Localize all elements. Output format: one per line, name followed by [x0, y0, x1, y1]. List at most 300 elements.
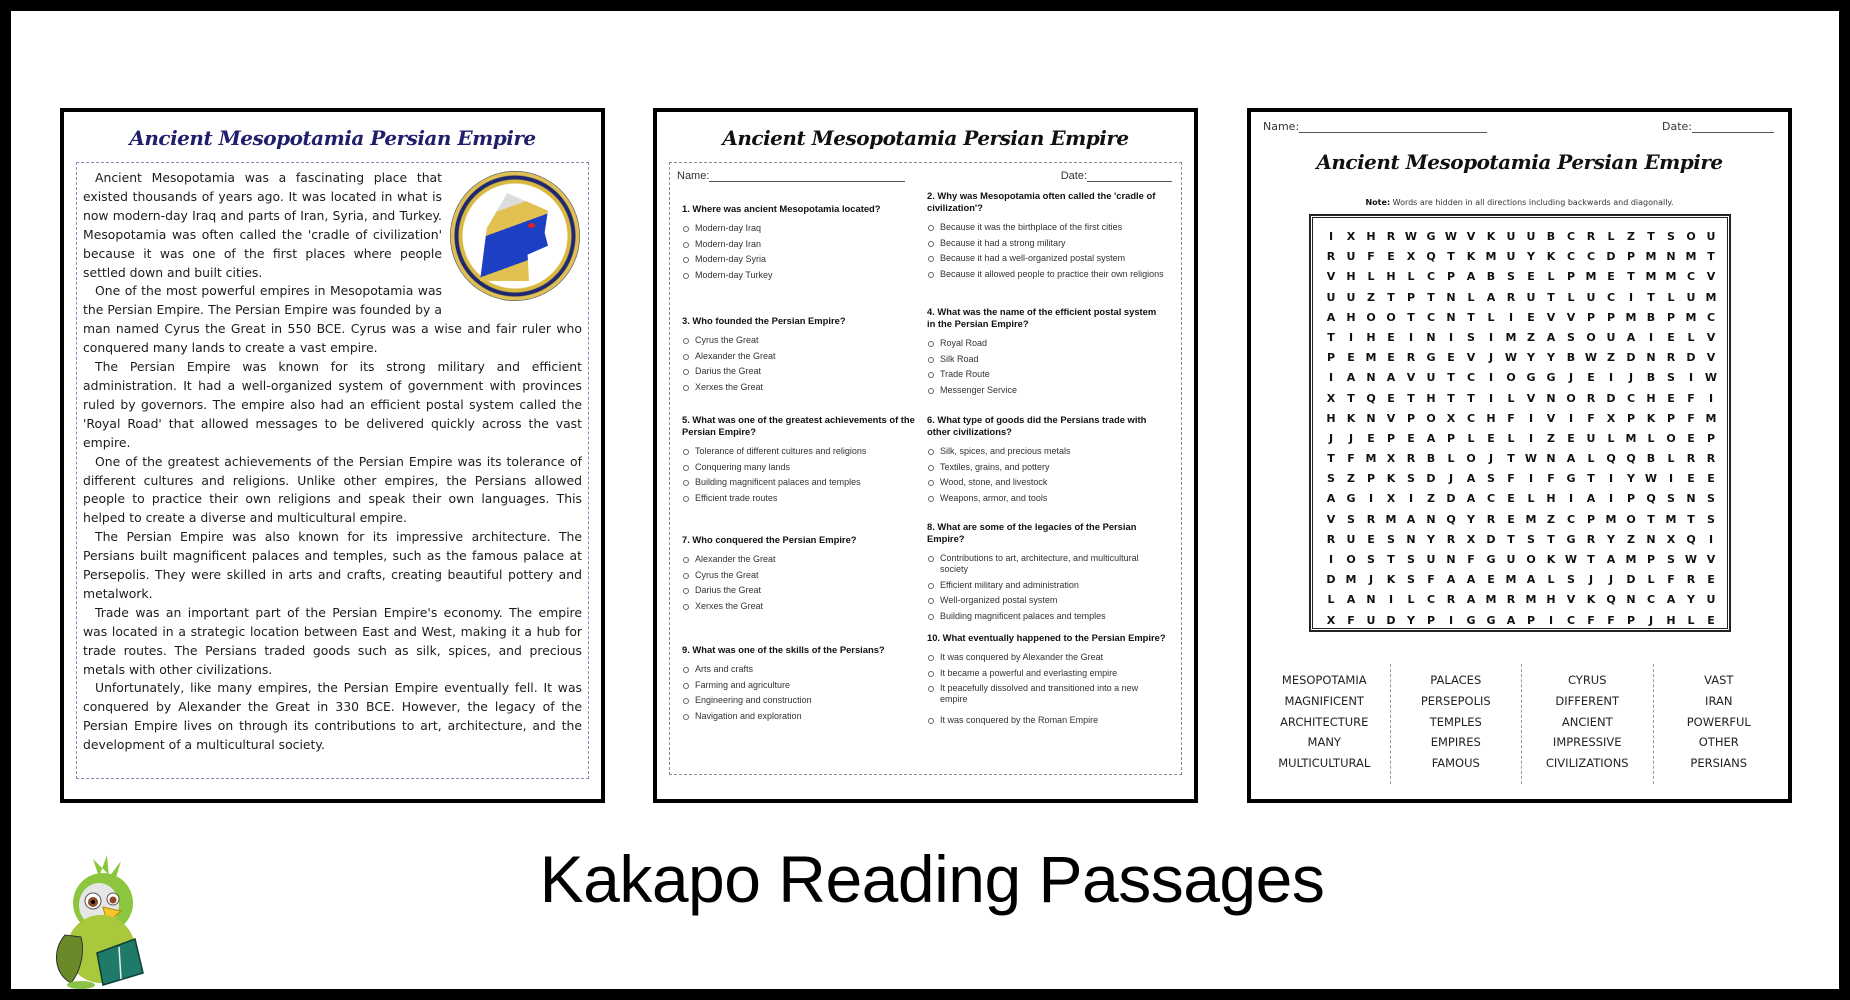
grid-letter: D: [1486, 532, 1496, 546]
answer-option: Royal Road: [927, 338, 1167, 349]
grid-letter: S: [1667, 371, 1675, 385]
grid-letter: G: [1346, 492, 1356, 506]
grid-letter: M: [1625, 431, 1637, 445]
word-item: ARCHITECTURE: [1280, 714, 1369, 729]
grid-letter: E: [1687, 431, 1695, 445]
grid-letter: K: [1486, 230, 1496, 243]
word-item: VAST: [1704, 673, 1734, 687]
grid-letter: E: [1367, 532, 1375, 546]
grid-letter: A: [1566, 452, 1576, 466]
grid-letter: M: [1705, 411, 1717, 425]
grid-letter: T: [1407, 391, 1415, 405]
grid-letter: S: [1707, 512, 1715, 526]
grid-letter: M: [1505, 330, 1517, 344]
name-label: Name:: [1263, 120, 1300, 133]
persian-pharaoh-medallion-icon: [450, 171, 580, 301]
grid-letter: I: [1448, 330, 1454, 344]
grid-letter: Y: [1527, 351, 1535, 365]
grid-letter: Q: [1446, 512, 1456, 526]
grid-letter: T: [1587, 472, 1595, 486]
grid-letter: I: [1528, 431, 1534, 445]
grid-letter: H: [1386, 270, 1396, 284]
grid-letter: T: [1467, 391, 1475, 405]
grid-letter: L: [1327, 593, 1335, 607]
answer-option: Because it allowed people to practice their own religions: [927, 269, 1167, 280]
grid-letter: M: [1365, 452, 1377, 466]
grid-letter: A: [1526, 573, 1536, 587]
grid-letter: R: [1446, 532, 1456, 546]
grid-letter: E: [1407, 431, 1415, 445]
grid-letter: O: [1466, 452, 1476, 466]
grid-letter: E: [1587, 371, 1595, 385]
grid-letter: M: [1365, 351, 1377, 365]
grid-letter: U: [1346, 532, 1356, 546]
grid-letter: L: [1367, 270, 1375, 284]
grid-letter: O: [1346, 553, 1356, 566]
passage-paragraph: Trade was an important part of the Persian Empire's economy. The empire was located in a strategic location between East and West, making it a hub for trade routes. The Persians traded goods such as silk, spices, and precious metals with other civilizations.: [83, 604, 582, 677]
grid-letter: I: [1328, 553, 1334, 566]
grid-letter: T: [1407, 310, 1415, 324]
answer-option: Arts and crafts: [682, 664, 922, 675]
word-item: IRAN: [1705, 693, 1733, 708]
grid-letter: S: [1407, 573, 1415, 587]
quiz-question: [927, 632, 1167, 731]
grid-letter: L: [1667, 290, 1675, 304]
grid-letter: H: [1666, 613, 1676, 627]
grid-letter: L: [1647, 431, 1655, 445]
word-item: MULTICULTURAL: [1278, 756, 1371, 771]
grid-letter: C: [1566, 512, 1576, 526]
grid-letter: M: [1665, 270, 1677, 284]
grid-letter: N: [1646, 532, 1656, 546]
grid-letter: N: [1426, 330, 1436, 344]
grid-letter: J: [1488, 351, 1494, 365]
grid-letter: L: [1547, 270, 1555, 284]
grid-letter: F: [1367, 250, 1375, 264]
answer-option: Wood, stone, and livestock: [927, 477, 1167, 488]
grid-letter: W: [1564, 553, 1578, 566]
brand-title: Kakapo Reading Passages: [539, 842, 1325, 916]
answer-option: Cyrus the Great: [682, 335, 922, 346]
grid-letter: D: [1386, 613, 1396, 627]
grid-letter: C: [1686, 270, 1696, 284]
grid-letter: R: [1666, 351, 1676, 365]
grid-letter: I: [1488, 391, 1494, 405]
grid-letter: L: [1567, 290, 1575, 304]
grid-letter: T: [1327, 452, 1335, 466]
grid-letter: X: [1326, 391, 1336, 405]
grid-letter: M: [1625, 553, 1637, 566]
grid-letter: P: [1446, 270, 1456, 284]
grid-letter: O: [1626, 512, 1636, 526]
grid-letter: S: [1387, 532, 1395, 546]
grid-letter: U: [1346, 290, 1356, 304]
grid-letter: U: [1586, 431, 1596, 445]
grid-letter: D: [1446, 492, 1456, 506]
grid-letter: X: [1386, 452, 1396, 466]
answer-option: Contributions to art, architecture, and multicultural society: [927, 553, 1167, 575]
question-text: 10. What eventually happened to the Persian Empire?: [927, 632, 1166, 643]
question-text: 1. Where was ancient Mesopotamia located?: [682, 203, 881, 214]
quiz-question: [682, 414, 922, 508]
grid-letter: V: [1706, 553, 1716, 566]
grid-letter: U: [1706, 230, 1716, 243]
word-column: [1259, 664, 1391, 784]
grid-letter: C: [1426, 310, 1436, 324]
grid-letter: N: [1366, 593, 1376, 607]
grid-letter: W: [1444, 230, 1458, 243]
answer-option: Navigation and exploration: [682, 711, 922, 722]
grid-letter: N: [1406, 532, 1416, 546]
grid-letter: N: [1366, 411, 1376, 425]
quiz-question: [682, 534, 922, 616]
grid-letter: T: [1427, 290, 1435, 304]
grid-letter: A: [1466, 270, 1476, 284]
grid-letter: P: [1646, 553, 1656, 566]
grid-letter: T: [1467, 310, 1475, 324]
answer-option: Messenger Service: [927, 385, 1167, 396]
grid-letter: J: [1328, 431, 1334, 445]
grid-letter: P: [1706, 431, 1716, 445]
grid-letter: N: [1626, 593, 1636, 607]
grid-letter: J: [1348, 431, 1354, 445]
wordsearch-grid-box: [1309, 214, 1731, 632]
grid-letter: E: [1707, 573, 1715, 587]
answer-option: Darius the Great: [682, 366, 922, 377]
grid-letter: T: [1347, 391, 1355, 405]
grid-letter: P: [1406, 290, 1416, 304]
passage-sheet: [60, 108, 605, 803]
grid-letter: T: [1387, 290, 1395, 304]
answer-option: Because it was the birthplace of the first cities: [927, 222, 1167, 233]
grid-letter: Y: [1467, 512, 1475, 526]
grid-letter: L: [1607, 230, 1615, 243]
grid-letter: B: [1486, 270, 1496, 284]
grid-letter: E: [1347, 351, 1355, 365]
grid-letter: T: [1327, 330, 1335, 344]
grid-letter: V: [1706, 270, 1716, 284]
grid-letter: P: [1566, 270, 1576, 284]
grid-letter: J: [1568, 371, 1574, 385]
word-item: FAMOUS: [1431, 756, 1480, 771]
preview-canvas: [11, 11, 1839, 989]
grid-letter: P: [1586, 512, 1596, 526]
grid-letter: S: [1407, 553, 1415, 566]
passage-paragraph: The Persian Empire was known for its strong military and efficient administration. It had a well-organized system of government with provinces ruled by governors. The empire also had an efficient postal system called the 'Royal Road' that allowed messages to be delivered quickly across the vast empire.: [83, 359, 582, 450]
grid-letter: U: [1526, 230, 1536, 243]
answer-option: Alexander the Great: [682, 554, 922, 565]
grid-letter: J: [1448, 472, 1454, 486]
grid-letter: I: [1688, 371, 1694, 385]
grid-letter: S: [1707, 492, 1715, 506]
grid-letter: S: [1667, 230, 1675, 243]
quiz-question: [927, 306, 1167, 400]
answer-option: It became a powerful and everlasting empire: [927, 668, 1167, 679]
grid-letter: K: [1346, 411, 1356, 425]
grid-letter: I: [1328, 230, 1334, 243]
grid-letter: L: [1407, 593, 1415, 607]
grid-letter: P: [1626, 411, 1636, 425]
grid-letter: G: [1566, 532, 1576, 546]
answer-option: Engineering and construction: [682, 695, 922, 706]
grid-letter: Z: [1367, 290, 1375, 304]
grid-letter: H: [1346, 270, 1356, 284]
grid-letter: F: [1587, 613, 1595, 627]
word-item: ANCIENT: [1561, 714, 1613, 729]
quiz-box: [669, 162, 1182, 775]
grid-letter: A: [1506, 613, 1516, 627]
grid-letter: W: [1584, 351, 1598, 365]
question-text: 8. What are some of the legacies of the Persian Empire?: [927, 521, 1137, 544]
grid-letter: D: [1426, 472, 1436, 486]
grid-letter: E: [1447, 351, 1455, 365]
grid-letter: T: [1627, 270, 1635, 284]
grid-letter: R: [1706, 452, 1716, 466]
passage-paragraph: The Persian Empire was also known for its impressive architecture. The Persians built magnificent palaces and temples, such as the famous palace at Persepolis. They were skilled in arts and crafts, creating beautiful pottery and metalwork.: [83, 529, 582, 601]
grid-letter: R: [1486, 512, 1496, 526]
grid-letter: J: [1488, 452, 1494, 466]
grid-letter: N: [1426, 512, 1436, 526]
grid-letter: X: [1666, 532, 1676, 546]
grid-letter: I: [1628, 290, 1634, 304]
grid-letter: U: [1326, 290, 1336, 304]
answer-option: Weapons, armor, and tools: [927, 493, 1167, 504]
word-item: MANY: [1307, 735, 1341, 750]
grid-letter: Q: [1646, 492, 1656, 506]
grid-letter: T: [1647, 230, 1655, 243]
answer-option: Because it had a strong military: [927, 238, 1167, 249]
grid-letter: L: [1607, 431, 1615, 445]
grid-letter: I: [1328, 371, 1334, 385]
grid-letter: L: [1667, 452, 1675, 466]
grid-letter: L: [1687, 330, 1695, 344]
word-item: POWERFUL: [1686, 714, 1751, 729]
grid-letter: X: [1346, 230, 1356, 243]
grid-letter: A: [1586, 492, 1596, 506]
grid-letter: P: [1606, 310, 1616, 324]
grid-letter: F: [1507, 472, 1515, 486]
grid-letter: T: [1707, 250, 1715, 264]
grid-letter: P: [1626, 250, 1636, 264]
answer-option: Silk, spices, and precious metals: [927, 446, 1167, 457]
grid-letter: S: [1667, 553, 1675, 566]
grid-letter: N: [1446, 290, 1456, 304]
grid-letter: G: [1426, 230, 1436, 243]
grid-letter: H: [1486, 411, 1496, 425]
grid-letter: I: [1448, 613, 1454, 627]
grid-letter: X: [1606, 411, 1616, 425]
grid-letter: U: [1686, 290, 1696, 304]
grid-letter: W: [1644, 472, 1658, 486]
grid-letter: J: [1648, 613, 1654, 627]
answer-option: Textiles, grains, and pottery: [927, 462, 1167, 473]
grid-letter: D: [1686, 351, 1696, 365]
grid-letter: A: [1606, 553, 1616, 566]
grid-letter: F: [1607, 613, 1615, 627]
grid-letter: D: [1606, 391, 1616, 405]
grid-letter: I: [1708, 391, 1714, 405]
grid-letter: U: [1506, 553, 1516, 566]
grid-letter: N: [1646, 351, 1656, 365]
word-item: CIVILIZATIONS: [1545, 756, 1629, 771]
grid-letter: A: [1626, 330, 1636, 344]
grid-letter: I: [1568, 492, 1574, 506]
word-item: CYRUS: [1567, 673, 1607, 687]
grid-letter: M: [1485, 593, 1497, 607]
grid-letter: L: [1407, 270, 1415, 284]
grid-letter: I: [1368, 492, 1374, 506]
grid-letter: S: [1567, 330, 1575, 344]
word-item: DIFFERENT: [1555, 693, 1620, 708]
grid-letter: L: [1527, 492, 1535, 506]
answer-option: Farming and agriculture: [682, 680, 922, 691]
answer-option: Trade Route: [927, 369, 1167, 380]
grid-letter: W: [1504, 351, 1518, 365]
grid-letter: Q: [1626, 452, 1636, 466]
grid-letter: R: [1386, 230, 1396, 243]
grid-letter: M: [1385, 512, 1397, 526]
answer-option: Conquering many lands: [682, 462, 922, 473]
grid-letter: T: [1647, 290, 1655, 304]
grid-letter: V: [1706, 351, 1716, 365]
word-item: MAGNIFICENT: [1284, 693, 1364, 708]
wordsearch-title: Ancient Mesopotamia Persian Empire: [1316, 150, 1723, 174]
grid-letter: R: [1686, 452, 1696, 466]
grid-letter: F: [1347, 452, 1355, 466]
grid-letter: T: [1687, 512, 1695, 526]
grid-letter: G: [1426, 351, 1436, 365]
grid-letter: I: [1648, 330, 1654, 344]
grid-letter: V: [1706, 330, 1716, 344]
grid-letter: K: [1586, 593, 1596, 607]
grid-letter: W: [1684, 553, 1698, 566]
grid-letter: P: [1526, 613, 1536, 627]
grid-letter: R: [1506, 593, 1516, 607]
grid-letter: M: [1525, 512, 1537, 526]
grid-letter: I: [1488, 330, 1494, 344]
grid-letter: X: [1466, 532, 1476, 546]
grid-letter: Y: [1527, 250, 1535, 264]
grid-letter: S: [1407, 472, 1415, 486]
grid-letter: Q: [1606, 452, 1616, 466]
grid-letter: R: [1406, 351, 1416, 365]
grid-letter: W: [1524, 452, 1538, 466]
grid-letter: I: [1668, 472, 1674, 486]
grid-letter: D: [1626, 573, 1636, 587]
grid-letter: D: [1626, 351, 1636, 365]
grid-letter: G: [1546, 371, 1556, 385]
answer-option: Well-organized postal system: [927, 595, 1167, 606]
note-text: Words are hidden in all directions including backwards and diagonally.: [1390, 198, 1674, 207]
grid-letter: I: [1528, 411, 1534, 425]
grid-letter: K: [1546, 553, 1556, 566]
quiz-question: [682, 644, 922, 726]
grid-letter: M: [1345, 573, 1357, 587]
wordsearch-sheet: [1247, 108, 1792, 803]
grid-letter: A: [1666, 593, 1676, 607]
grid-letter: B: [1646, 452, 1656, 466]
grid-letter: X: [1386, 492, 1396, 506]
grid-letter: U: [1506, 230, 1516, 243]
grid-letter: B: [1426, 452, 1436, 466]
question-text: 2. Why was Mesopotamia often called the 'cradle of civilization'?: [927, 190, 1156, 213]
grid-letter: B: [1646, 310, 1656, 324]
grid-letter: D: [1606, 250, 1616, 264]
question-text: 9. What was one of the skills of the Persians?: [682, 644, 885, 655]
grid-letter: P: [1326, 351, 1336, 365]
grid-letter: Z: [1607, 351, 1615, 365]
grid-letter: T: [1447, 371, 1455, 385]
grid-letter: E: [1667, 330, 1675, 344]
grid-letter: L: [1507, 391, 1515, 405]
grid-letter: S: [1467, 330, 1475, 344]
grid-letter: C: [1426, 270, 1436, 284]
grid-letter: C: [1566, 230, 1576, 243]
answer-option: It peacefully dissolved and transitioned into a new empire: [927, 683, 1167, 705]
grid-letter: R: [1586, 532, 1596, 546]
question-text: 5. What was one of the greatest achievements of the Persian Empire?: [682, 414, 915, 437]
passage-paragraph: One of the most powerful empires in Mesopotamia was the Persian Empire. The Persian Empire was founded by a man named Cyrus the Great in 550 BCE. Cyrus was a wise and fair ruler who conquered many lands to create a vast empire.: [83, 283, 582, 356]
answer-option: Silk Road: [927, 354, 1167, 365]
word-item: MESOPOTAMIA: [1281, 673, 1367, 687]
grid-letter: H: [1646, 391, 1656, 405]
grid-letter: I: [1408, 330, 1414, 344]
grid-letter: S: [1347, 512, 1355, 526]
answer-option: Efficient trade routes: [682, 493, 922, 504]
grid-letter: U: [1586, 290, 1596, 304]
question-text: 3. Who founded the Persian Empire?: [682, 315, 846, 326]
grid-letter: M: [1585, 270, 1597, 284]
passage-paragraph: Ancient Mesopotamia was a fascinating place that existed thousands of years ago. It was located in what is now modern-day Iraq and parts of Iran, Syria, and Turkey. Mesopotamia was often called the 'cradle of civilization' because it was one of the first places where people settled down and built cities.: [83, 170, 442, 280]
grid-letter: F: [1427, 573, 1435, 587]
grid-letter: I: [1528, 472, 1534, 486]
grid-letter: Z: [1627, 532, 1635, 546]
grid-letter: C: [1566, 613, 1576, 627]
grid-letter: M: [1485, 250, 1497, 264]
grid-letter: F: [1687, 411, 1695, 425]
grid-letter: C: [1426, 593, 1436, 607]
grid-letter: S: [1507, 270, 1515, 284]
wordsearch-grid: [1321, 227, 1719, 631]
grid-letter: O: [1566, 391, 1576, 405]
name-field: [1263, 120, 1487, 133]
grid-letter: Y: [1427, 532, 1435, 546]
grid-letter: K: [1466, 250, 1476, 264]
grid-letter: U: [1366, 613, 1376, 627]
grid-letter: A: [1426, 431, 1436, 445]
grid-letter: T: [1447, 391, 1455, 405]
grid-letter: P: [1366, 472, 1376, 486]
grid-letter: U: [1426, 371, 1436, 385]
grid-letter: H: [1326, 411, 1336, 425]
grid-letter: A: [1546, 330, 1556, 344]
grid-letter: A: [1486, 290, 1496, 304]
quiz-question: [927, 414, 1167, 508]
grid-letter: N: [1546, 452, 1556, 466]
answer-option: Xerxes the Great: [682, 382, 922, 393]
grid-letter: M: [1685, 250, 1697, 264]
grid-letter: O: [1526, 553, 1536, 566]
grid-letter: G: [1566, 472, 1576, 486]
grid-letter: M: [1665, 512, 1677, 526]
grid-letter: T: [1547, 290, 1555, 304]
grid-letter: C: [1466, 411, 1476, 425]
word-column: [1391, 664, 1523, 784]
grid-letter: N: [1546, 391, 1556, 405]
grid-letter: K: [1386, 573, 1396, 587]
grid-letter: J: [1608, 573, 1614, 587]
grid-letter: F: [1687, 391, 1695, 405]
